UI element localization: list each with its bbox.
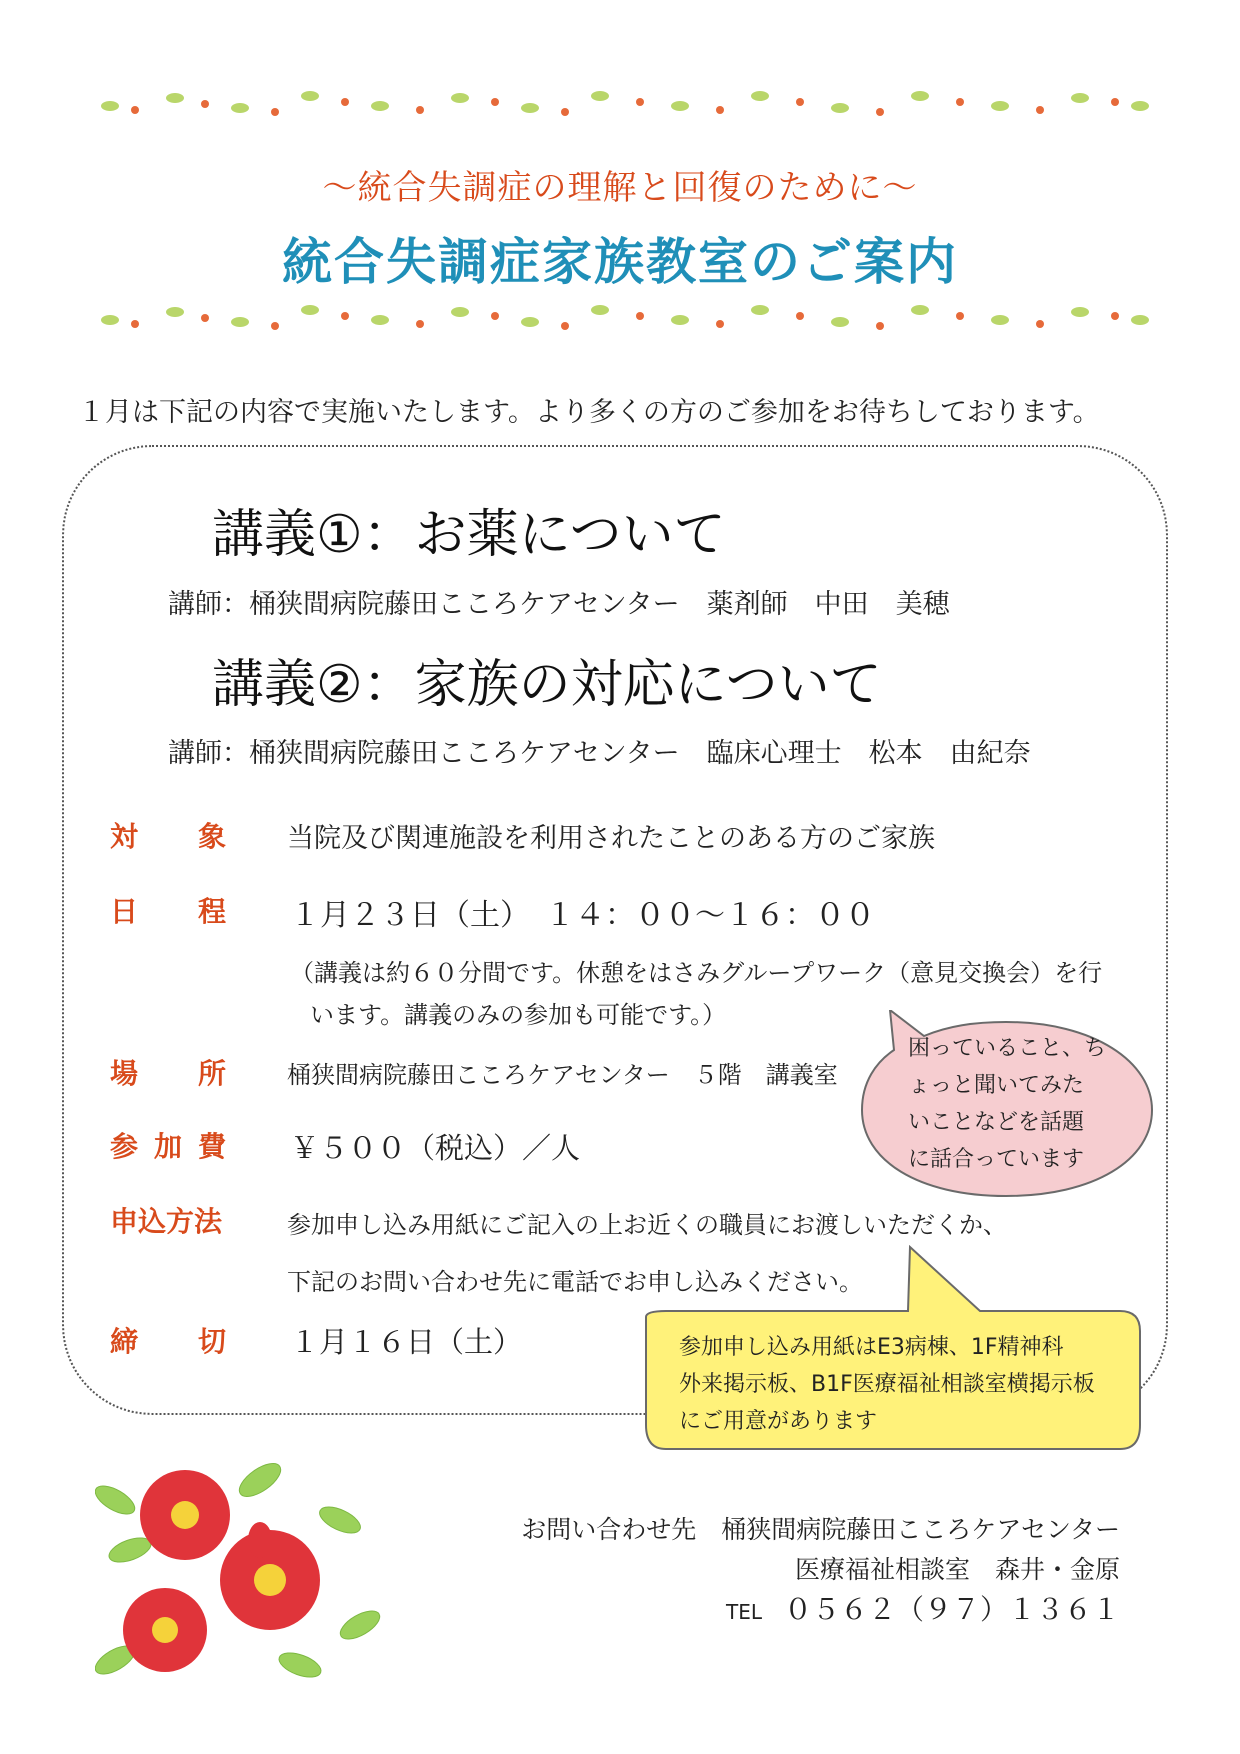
event-title: 統合失調症家族教室のご案内 — [282, 233, 958, 291]
floral-garland-bottom — [80, 292, 1160, 342]
callout-text: 参加申し込み用紙はE3病棟、1F精神科 外来掲示板、B1F医療福祉相談室横掲示板 にご用意があります — [679, 1335, 1095, 1434]
schedule-note-line2: います。講義のみの参加も可能です。） — [310, 1001, 727, 1029]
lecture-2-title: 講義②：家族の対応について — [212, 655, 882, 715]
intro-text: １月は下記の内容で実施いたします。より多くの方のご参加をお待ちしております。 — [78, 397, 1100, 428]
lecture-1-title: 講義①：お薬について — [212, 505, 726, 565]
apply-line2: 下記のお問い合わせ先に電話でお申し込みください。 — [287, 1268, 863, 1296]
camellia-illustration — [95, 1440, 385, 1690]
deadline-value: １月１６日（土） — [290, 1325, 523, 1359]
speech-bubble-text: 困っていること、ち ょっと聞いてみた いことなどを話題 に話合っています — [908, 1036, 1107, 1172]
deadline-label: 締 切 — [110, 1325, 226, 1358]
contact-line1: お問い合わせ先 桶狭間病院藤田こころケアセンター — [521, 1515, 1120, 1544]
contact-line2: 医療福祉相談室 森井・金原 — [794, 1555, 1120, 1584]
lecture-1-lecturer: 講師：桶狭間病院藤田こころケアセンター 薬剤師 中田 美穂 — [168, 589, 950, 620]
fee-label: 参 加 費 — [110, 1130, 226, 1163]
schedule-label: 日 程 — [110, 895, 226, 928]
contact-phone — [480, 1588, 1120, 1628]
lecture-2-lecturer: 講師：桶狭間病院藤田こころケアセンター 臨床心理士 松本 由紀奈 — [168, 738, 1031, 769]
apply-label: 申込方法 — [110, 1205, 223, 1238]
tel-number[interactable]: ０５６２（９７）１３６１ — [783, 1593, 1120, 1626]
schedule-value: １月２３日（土） １４：００～１６：００ — [290, 898, 875, 933]
target-label: 対 象 — [110, 820, 226, 853]
place-value: 桶狭間病院藤田こころケアセンター ５階 講義室 — [287, 1061, 838, 1089]
event-subtitle: ～統合失調症の理解と回復のために～ — [322, 168, 918, 208]
fee-value: ￥５００（税込）／人 — [290, 1131, 581, 1165]
tel-label: TEL — [725, 1600, 762, 1624]
target-value: 当院及び関連施設を利用されたことのある方のご家族 — [287, 823, 935, 854]
floral-garland-top — [80, 78, 1160, 128]
apply-line1: 参加申し込み用紙にご記入の上お近くの職員にお渡しいただくか、 — [287, 1211, 1007, 1239]
schedule-note-line1: （講義は約６０分間です。休憩をはさみグループワーク（意見交換会）を行 — [290, 959, 1103, 987]
place-label: 場 所 — [110, 1057, 226, 1090]
